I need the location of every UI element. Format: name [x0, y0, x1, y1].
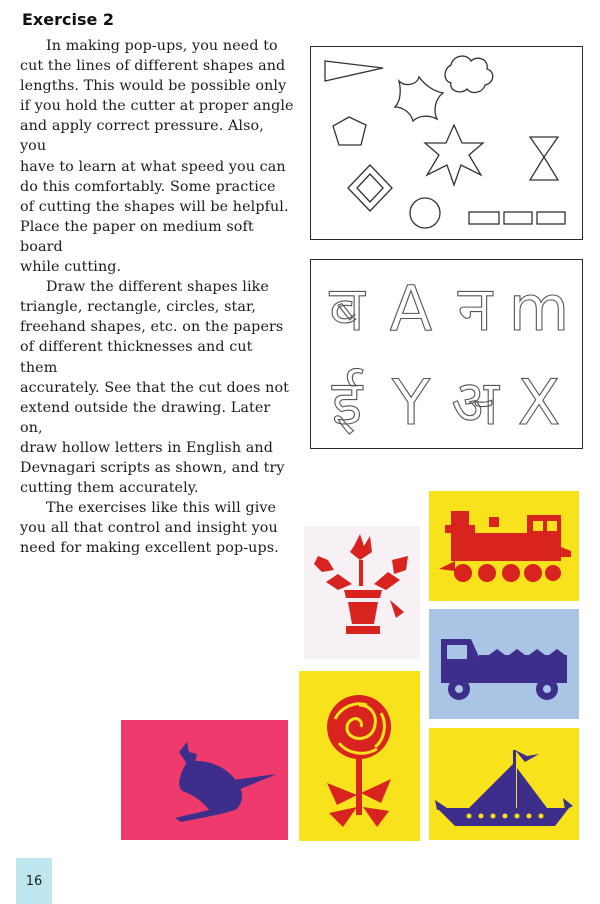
- triangle-shape: [325, 61, 383, 81]
- paragraph-1: In making pop-ups, you need to cut the lines of different shapes and lengths. This would be possible only if you hold the cutter at proper angle and apply correct pressure. Also, you have to learn at what speed you can do this comfortably. Some practice of cutting the shapes will be helpful. Place the paper on medium soft board while cutting.: [20, 38, 294, 276]
- letter-a: A: [389, 272, 433, 345]
- circle-shape: [410, 198, 440, 228]
- letter-aa: अ: [451, 366, 499, 439]
- instruction-text: [20, 36, 294, 558]
- truck-illustration: [429, 609, 579, 719]
- outline-shapes: [311, 47, 582, 239]
- paragraph-3: The exercises like this will give you all that control and insight you need for making excellent pop-ups.: [20, 500, 279, 557]
- cloud-shape: [445, 56, 493, 92]
- hourglass-shape: [530, 137, 558, 180]
- shapes-practice-panel: [310, 46, 583, 240]
- diamond-outer: [348, 165, 392, 211]
- hollow-letters-panel: [310, 259, 583, 449]
- rose-cutout-tile: [299, 671, 420, 841]
- train-cutout-tile: [429, 491, 579, 601]
- rectangle-3: [537, 212, 565, 224]
- star-shape: [425, 125, 483, 185]
- train-illustration: [429, 491, 579, 601]
- letter-ba: ब: [329, 272, 365, 345]
- ship-cutout-tile: [429, 728, 579, 840]
- kangaroo-illustration: [121, 720, 288, 840]
- paragraph-2: Draw the different shapes like triangle, rectangle, circles, star, freehand shapes, etc. on the papers of different thicknesses and cut them accurately. See that the cut does not extend outside the drawing. Later on, draw hollow letters in English and Devnagari scripts as shown, and try cutting them accurately.: [20, 279, 290, 497]
- truck-cutout-tile: [429, 609, 579, 719]
- diamond-inner: [357, 174, 383, 202]
- letter-ee: ई: [331, 366, 363, 439]
- rectangle-1: [469, 212, 499, 224]
- flower-pot-illustration: [304, 526, 420, 659]
- ship-illustration: [429, 728, 579, 840]
- page-number: 16: [16, 858, 52, 904]
- rectangle-2: [504, 212, 532, 224]
- flower-pot-cutout-tile: [304, 526, 420, 659]
- pentagon-shape: [333, 117, 366, 145]
- letter-y: Y: [392, 366, 430, 439]
- exercise-heading: Exercise 2: [22, 10, 115, 29]
- letter-m: m: [508, 272, 570, 345]
- letter-x: X: [517, 366, 561, 439]
- freehand-shape: [395, 77, 443, 121]
- hollow-letters: [311, 260, 582, 448]
- rose-illustration: [299, 671, 420, 841]
- letter-na: न: [457, 272, 493, 345]
- kangaroo-cutout-tile: [121, 720, 288, 840]
